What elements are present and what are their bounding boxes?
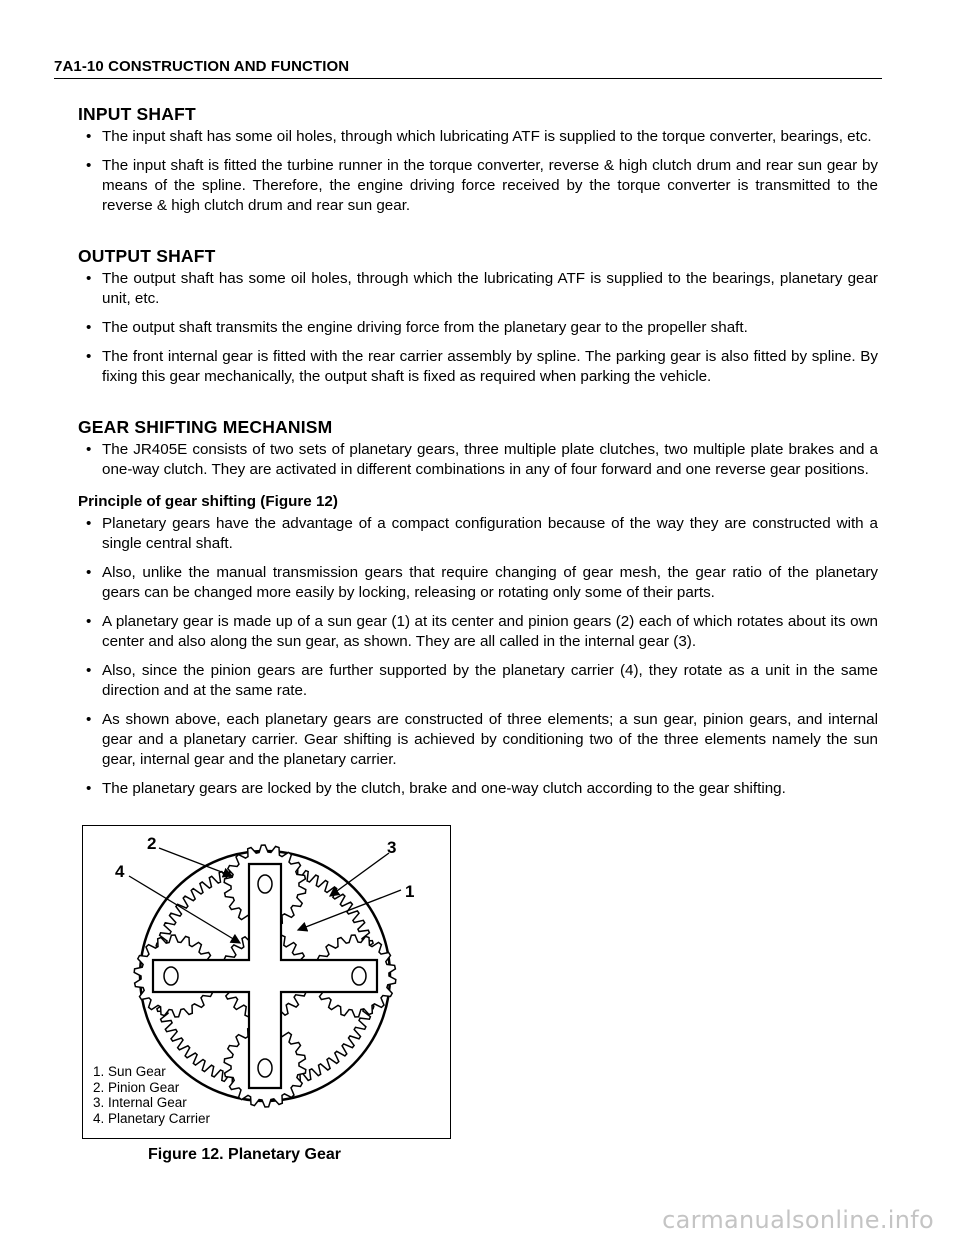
list-item: • The input shaft is fitted the turbine runner in the torque converter, reverse & high clutch drum and rear sun gear by means of the spline. Therefore, the engine driving force received by the torque converter is transmitted to the reverse & high clutch drum and rear sun gear. bbox=[78, 156, 878, 216]
heading-input-shaft: INPUT SHAFT bbox=[78, 104, 196, 124]
list-item: • Also, since the pinion gears are further supported by the planetary carrier (4), they rotate as a unit in the same direction and at the same rate. bbox=[78, 661, 878, 701]
callout-3: 3 bbox=[387, 838, 397, 857]
callout-4: 4 bbox=[115, 862, 125, 881]
list-item: • The front internal gear is fitted with the rear carrier assembly by spline. The parking gear is also fitted by spline. By fixing this gear mechanically, the output shaft is fixed as required when parking the vehicle. bbox=[78, 347, 878, 387]
legend-item-internal-gear: 3. Internal Gear bbox=[93, 1095, 187, 1110]
callout-1: 1 bbox=[405, 882, 415, 901]
input-shaft-list bbox=[78, 127, 878, 216]
list-item: • Planetary gears have the advantage of a compact configuration because of the way they are constructed with a single central shaft. bbox=[78, 514, 878, 554]
leader-line-1 bbox=[298, 890, 401, 930]
leader-line-4 bbox=[129, 876, 240, 943]
gear-shifting-list bbox=[78, 440, 878, 480]
figure-legend bbox=[93, 1064, 210, 1126]
legend-item-planetary-carrier: 4. Planetary Carrier bbox=[93, 1110, 211, 1126]
legend-item-sun-gear: 1. Sun Gear bbox=[93, 1064, 166, 1079]
output-shaft-list bbox=[78, 269, 878, 387]
subheading-principle: Principle of gear shifting (Figure 12) bbox=[78, 493, 338, 510]
heading-gear-shifting: GEAR SHIFTING MECHANISM bbox=[78, 417, 333, 437]
watermark: carmanualsonline.info bbox=[662, 1206, 934, 1234]
page-header: 7A1-10 CONSTRUCTION AND FUNCTION bbox=[54, 58, 882, 79]
list-item: • The input shaft has some oil holes, through which lubricating ATF is supplied to the torque converter, bearings, etc. bbox=[78, 127, 878, 147]
list-item: • The output shaft has some oil holes, through which the lubricating ATF is supplied to the bearings, planetary gear unit, etc. bbox=[78, 269, 878, 309]
list-item: • Also, unlike the manual transmission gears that require changing of gear mesh, the gear ratio of the planetary gears can be changed more easily by locking, releasing or rotating only some of their parts. bbox=[78, 563, 878, 603]
figure-caption: Figure 12. Planetary Gear bbox=[148, 1146, 341, 1163]
list-item: • A planetary gear is made up of a sun gear (1) at its center and pinion gears (2) each of which rotates about its own center and also along the sun gear, as shown. They are all called in the internal gear (3). bbox=[78, 612, 878, 652]
figure-planetary-gear bbox=[82, 825, 451, 1139]
list-item: • The planetary gears are locked by the clutch, brake and one-way clutch according to the gear shifting. bbox=[78, 779, 878, 799]
list-item: • The JR405E consists of two sets of planetary gears, three multiple plate clutches, two multiple plate brakes and a one-way clutch. They are activated in different combinations in any of four forward and one reverse gear positions. bbox=[78, 440, 878, 480]
list-item: • The output shaft transmits the engine driving force from the planetary gear to the propeller shaft. bbox=[78, 318, 878, 338]
callout-2: 2 bbox=[147, 834, 157, 853]
heading-output-shaft: OUTPUT SHAFT bbox=[78, 246, 216, 266]
page-content bbox=[78, 104, 878, 808]
principle-list bbox=[78, 514, 878, 799]
legend-item-pinion-gear: 2. Pinion Gear bbox=[93, 1079, 180, 1095]
list-item: • As shown above, each planetary gears are constructed of three elements; a sun gear, pinion gears, and internal gear and a planetary carrier. Gear shifting is achieved by conditioning two of the three elements namely the sun gear, internal gear and the planetary carrier. bbox=[78, 710, 878, 770]
